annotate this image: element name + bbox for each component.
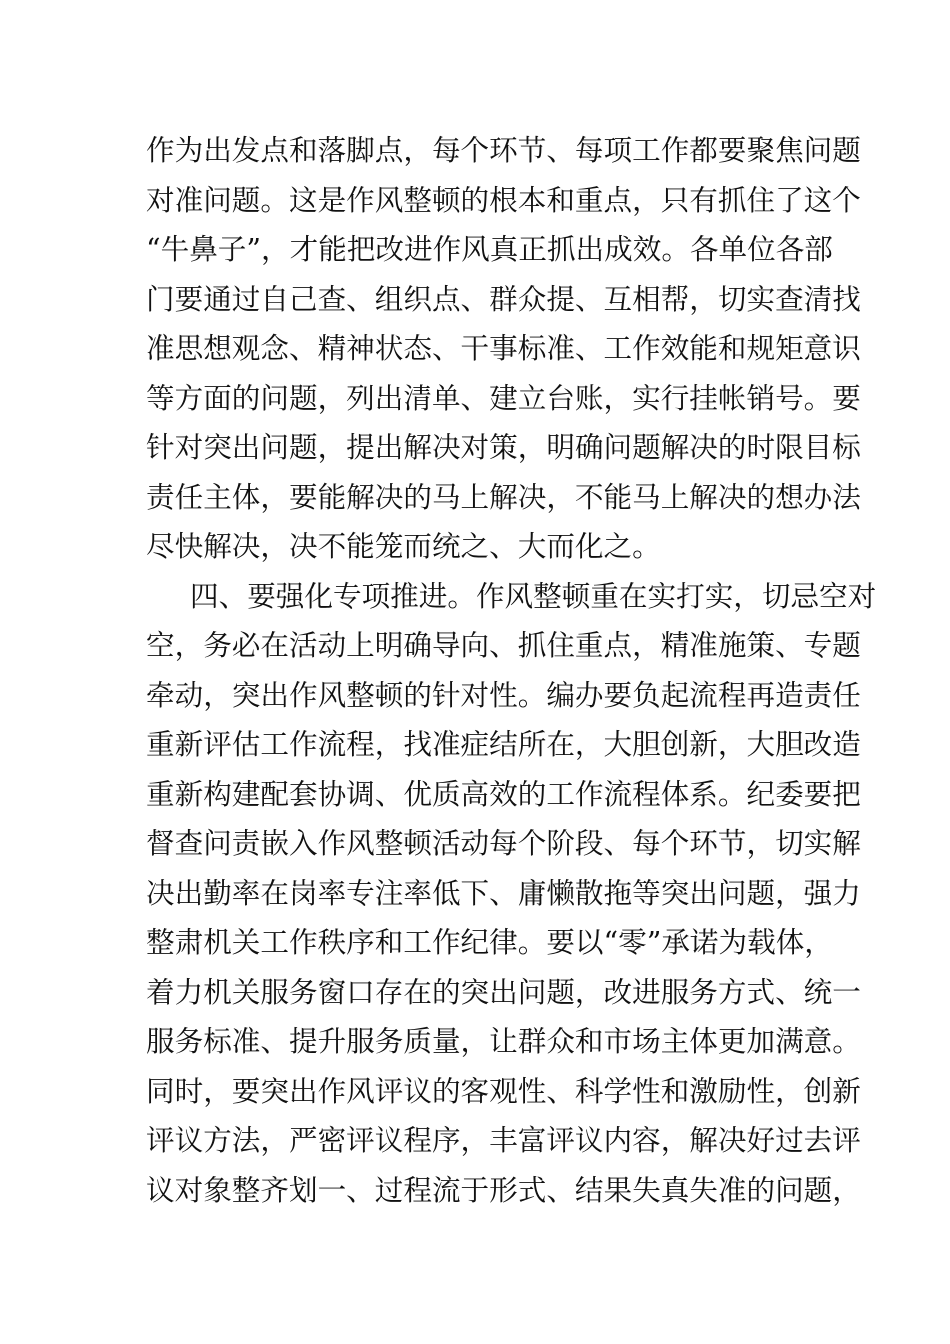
- text-line: 着力机关服务窗口存在的突出问题，改进服务方式、统一: [146, 974, 861, 1009]
- text-line: 决出勤率在岗率专注率低下、庸懒散拖等突出问题，强力: [146, 875, 861, 910]
- text-line: 整肃机关工作秩序和工作纪律。要以“零”承诺为载体，: [146, 925, 833, 959]
- text-line: 牵动，突出作风整顿的针对性。编办要负起流程再造责任: [146, 677, 861, 712]
- text-line: 重新评估工作流程，找准症结所在，大胆创新，大胆改造: [146, 727, 861, 761]
- text-line: 督查问责嵌入作风整顿活动每个阶段、每个环节，切实解: [146, 826, 861, 860]
- text-line: 尽快解决，决不能笼而统之、大而化之。: [146, 529, 661, 563]
- text-line: 对准问题。这是作风整顿的根本和重点，只有抓住了这个: [146, 182, 861, 217]
- text-line: 评议方法，严密评议程序，丰富评议内容，解决好过去评: [146, 1123, 861, 1157]
- text-line: 重新构建配套协调、优质高效的工作流程体系。纪委要把: [146, 776, 861, 811]
- text-line: “牛鼻子”，才能把改进作风真正抓出成效。各单位各部: [146, 232, 833, 266]
- body-text: [146, 126, 877, 1215]
- text-line: 议对象整齐划一、过程流于形式、结果失真失准的问题，: [146, 1172, 861, 1207]
- text-line: 门要通过自己查、组织点、群众提、互相帮，切实查清找: [146, 281, 861, 316]
- text-line: 同时，要突出作风评议的客观性、科学性和激励性，创新: [146, 1073, 861, 1108]
- text-line: 服务标准、提升服务质量，让群众和市场主体更加满意。: [146, 1024, 861, 1058]
- text-line: 准思想观念、精神状态、干事标准、工作效能和规矩意识: [146, 331, 861, 365]
- text-line: 作为出发点和落脚点，每个环节、每项工作都要聚焦问题: [146, 133, 861, 167]
- text-line: 责任主体，要能解决的马上解决，不能马上解决的想办法: [146, 479, 861, 514]
- section-heading-line: 四、要强化专项推进。作风整顿重在实打实，切忌空对: [190, 578, 877, 613]
- text-line: 针对突出问题，提出解决对策，明确问题解决的时限目标: [146, 430, 861, 464]
- text-line: 空，务必在活动上明确导向、抓住重点，精准施策、专题: [146, 628, 861, 662]
- text-line: 等方面的问题，列出清单、建立台账，实行挂帐销号。要: [146, 380, 861, 415]
